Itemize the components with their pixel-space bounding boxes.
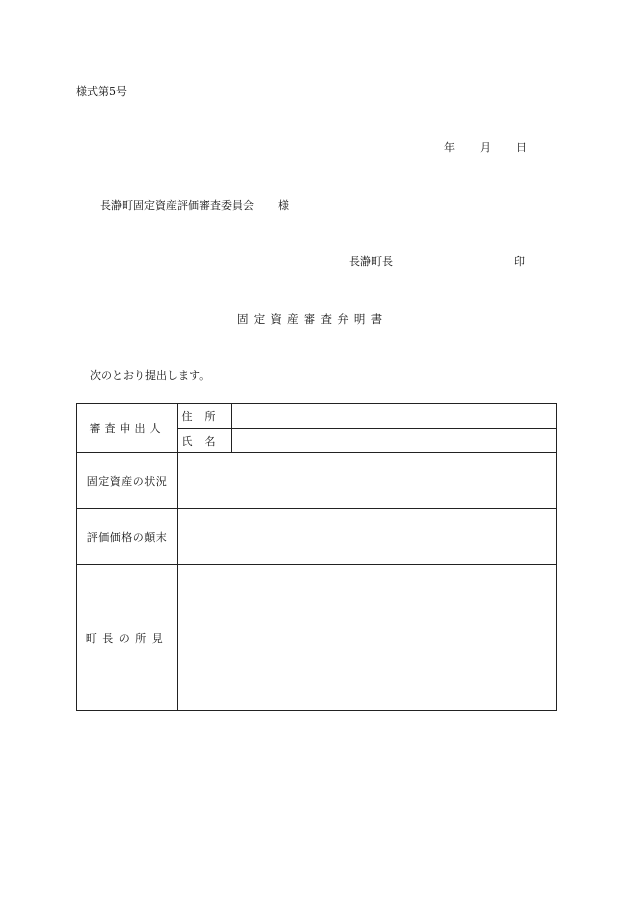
seal-mark: 印	[514, 255, 525, 268]
mayor-opinion-label: 町長の所見	[77, 565, 178, 711]
applicant-label: 審査申出人	[77, 404, 178, 453]
mayor-opinion-value-cell[interactable]	[178, 565, 557, 711]
form-number: 様式第5号	[76, 85, 127, 98]
asset-status-label: 固定資産の状況	[77, 453, 178, 509]
valuation-circumstances-row	[77, 509, 557, 565]
address-value-cell[interactable]	[232, 404, 557, 429]
date-year-label: 年	[444, 141, 455, 154]
form-table	[76, 403, 557, 711]
intro-text: 次のとおり提出します。	[90, 369, 211, 382]
name-value-cell[interactable]	[232, 429, 557, 453]
applicant-address-row	[77, 404, 557, 429]
date-month-label: 月	[480, 141, 491, 154]
mayor-opinion-row	[77, 565, 557, 711]
asset-status-value-cell[interactable]	[178, 453, 557, 509]
document-title: 固定資産審査弁明書	[237, 312, 388, 326]
asset-status-row	[77, 453, 557, 509]
name-label: 氏名	[178, 429, 232, 453]
sender-title: 長瀞町長	[349, 255, 393, 268]
valuation-circumstances-label: 評価価格の顛末	[77, 509, 178, 565]
valuation-circumstances-value-cell[interactable]	[178, 509, 557, 565]
addressee-honorific: 様	[278, 199, 289, 212]
date-day-label: 日	[516, 141, 527, 154]
addressee-name: 長瀞町固定資産評価審査委員会	[100, 199, 254, 212]
address-label: 住所	[178, 404, 232, 429]
